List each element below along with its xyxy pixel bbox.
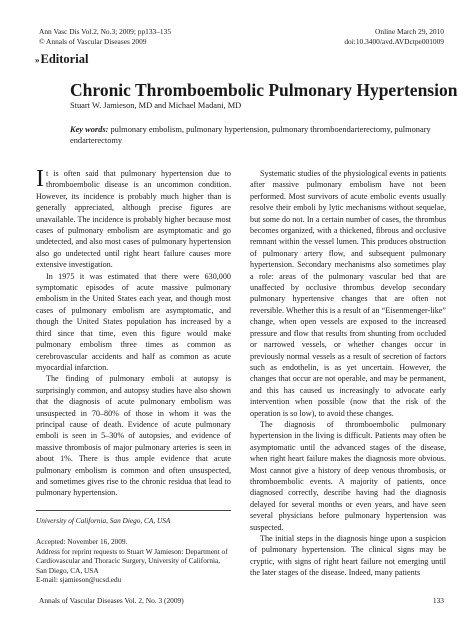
paragraph: The diagnosis of thromboembolic pulmonary hypertension in the living is difficult. Patients may often be asymptomatic until the advanced stages of the disease, when right heart failure makes the diagnosis more obvious. Most cannot give a history of deep venous thrombosis, or thromboembolic events. A majority of patients, once diagnosed correctly, describe having had the diagnosis delayed for several months or even years, and have seen several physicians before pulmonary hypertension was suspected. xyxy=(250,419,446,532)
article-title: Chronic Thromboembolic Pulmonary Hypertension xyxy=(70,80,458,100)
body-column-right xyxy=(250,168,446,579)
paragraph-text: t is often said that pulmonary hypertension due to thromboembolic disease is an uncommon condition. However, its incidence is probably much higher than is generally appreciated, although precise figures are unavailable. The incidence is probably higher because most cases of pulmonary embolism are asymptomatic and go undetected, and also most cases of pulmonary hypertension also go undetected until right heart failure causes more extensive investigation. xyxy=(36,169,231,270)
reprint-address: Address for reprint requests to Stuart W Jamieson: Department of Cardiovascular and Thoracic Surgery, University of California, San Diego, CA, USA xyxy=(36,546,228,575)
doi: doi:10.3400/avd.AVDctpe001009 xyxy=(344,37,444,47)
section-label-text: Editorial xyxy=(40,52,89,66)
drop-cap: I xyxy=(36,166,44,192)
paragraph: The initial steps in the diagnosis hinge upon a suspicion of pulmonary hypertension. The clinical signs may be cryptic, with signs of right heart failure not emerging until the later stages of the disease. Indeed, many patients xyxy=(250,534,446,578)
paragraph: In 1975 it was estimated that there were 630,000 symptomatic episodes of acute massive pulmonary embolism in the United States each year, and though most cases of pulmonary embolism are asymptomatic, and though the United States population has increased by a third since that time, even this figure would make pulmonary embolism three times as common as cerebrovascular accidents and half as common as acute myocardial infarction. xyxy=(36,271,231,372)
article-authors: Stuart W. Jamieson, MD and Michael Madani, MD xyxy=(70,101,242,110)
running-header-left xyxy=(39,27,171,47)
contact-email: E-mail: sjamieson@ucsd.edu xyxy=(36,575,122,585)
affiliation: University of California, San Diego, CA, USA xyxy=(36,516,171,525)
section-marker-icon: » xyxy=(35,54,39,65)
body-column-left xyxy=(36,168,231,499)
accepted-date: Accepted: November 16, 2009. xyxy=(36,537,128,546)
page-number: 133 xyxy=(432,596,444,605)
running-header-right xyxy=(344,27,444,47)
copyright-line: © Annals of Vascular Diseases 2009 xyxy=(39,37,147,47)
keywords-label: Key words: xyxy=(70,125,109,134)
online-date: Online March 29, 2010 xyxy=(375,27,444,36)
journal-citation: Ann Vasc Dis Vol.2, No.3; 2009; pp133–135 xyxy=(39,27,172,36)
paragraph: Systematic studies of the physiological events in patients after massive pulmonary embolism have not been performed. Most survivors of acute embolic events usually resolve their emboli by lytic mechanisms without sequelae, but some do not. In a certain number of cases, the thrombus becomes organized, with a thickened, fibrous and occlusive remnant within the vessel lumen. This produces obstruction of pulmonary artery flow, and subsequent pulmonary hypertension. Secondary mechanisms also sometimes play a role: areas of the pulmonary vascular bed that are unaffected by occlusive thrombus develop secondary pulmonary hypertensive changes that are often not reversible. Whether this is a result of an “Eisenmenger-like” change, when open vessels are exposed to the increased pressure and flow that results from shunting from occluded or narrowed vessels, or whether changes occur in previously normal vessels as a result of secretion of factors such as endothelin, is as yet uncertain. However, the changes that occur are not operable, and may be permanent, and this has caused us increasingly to advocate early intervention when possible (now that the risk of the operation is so low), to avoid these changes. xyxy=(250,169,446,418)
paragraph xyxy=(36,168,231,271)
footnote-divider xyxy=(36,510,231,511)
running-footer-journal: Annals of Vascular Diseases Vol. 2, No. 3 (2009) xyxy=(39,596,184,605)
footnotes xyxy=(36,537,231,585)
keywords-list: pulmonary embolism, pulmonary hypertension, pulmonary thromboendarterectomy, pulmonary endarterectomy xyxy=(70,125,431,146)
keywords xyxy=(70,124,440,147)
section-label xyxy=(35,52,88,67)
paragraph: The finding of pulmonary emboli at autopsy is surprisingly common, and autopsy studies have also shown that the diagnosis of acute pulmonary embolism was unsuspected in 70–80% of those in whom it was the principal cause of death. Evidence of acute pulmonary emboli is seen in 5–30% of autopsies, and evidence of massive thrombosis of major pulmonary arteries is seen in about 1%. There is thus ample evidence that acute pulmonary embolism is common and often unsuspected, and sometimes gives rise to the chronic residua that lead to pulmonary hypertension. xyxy=(36,374,231,498)
